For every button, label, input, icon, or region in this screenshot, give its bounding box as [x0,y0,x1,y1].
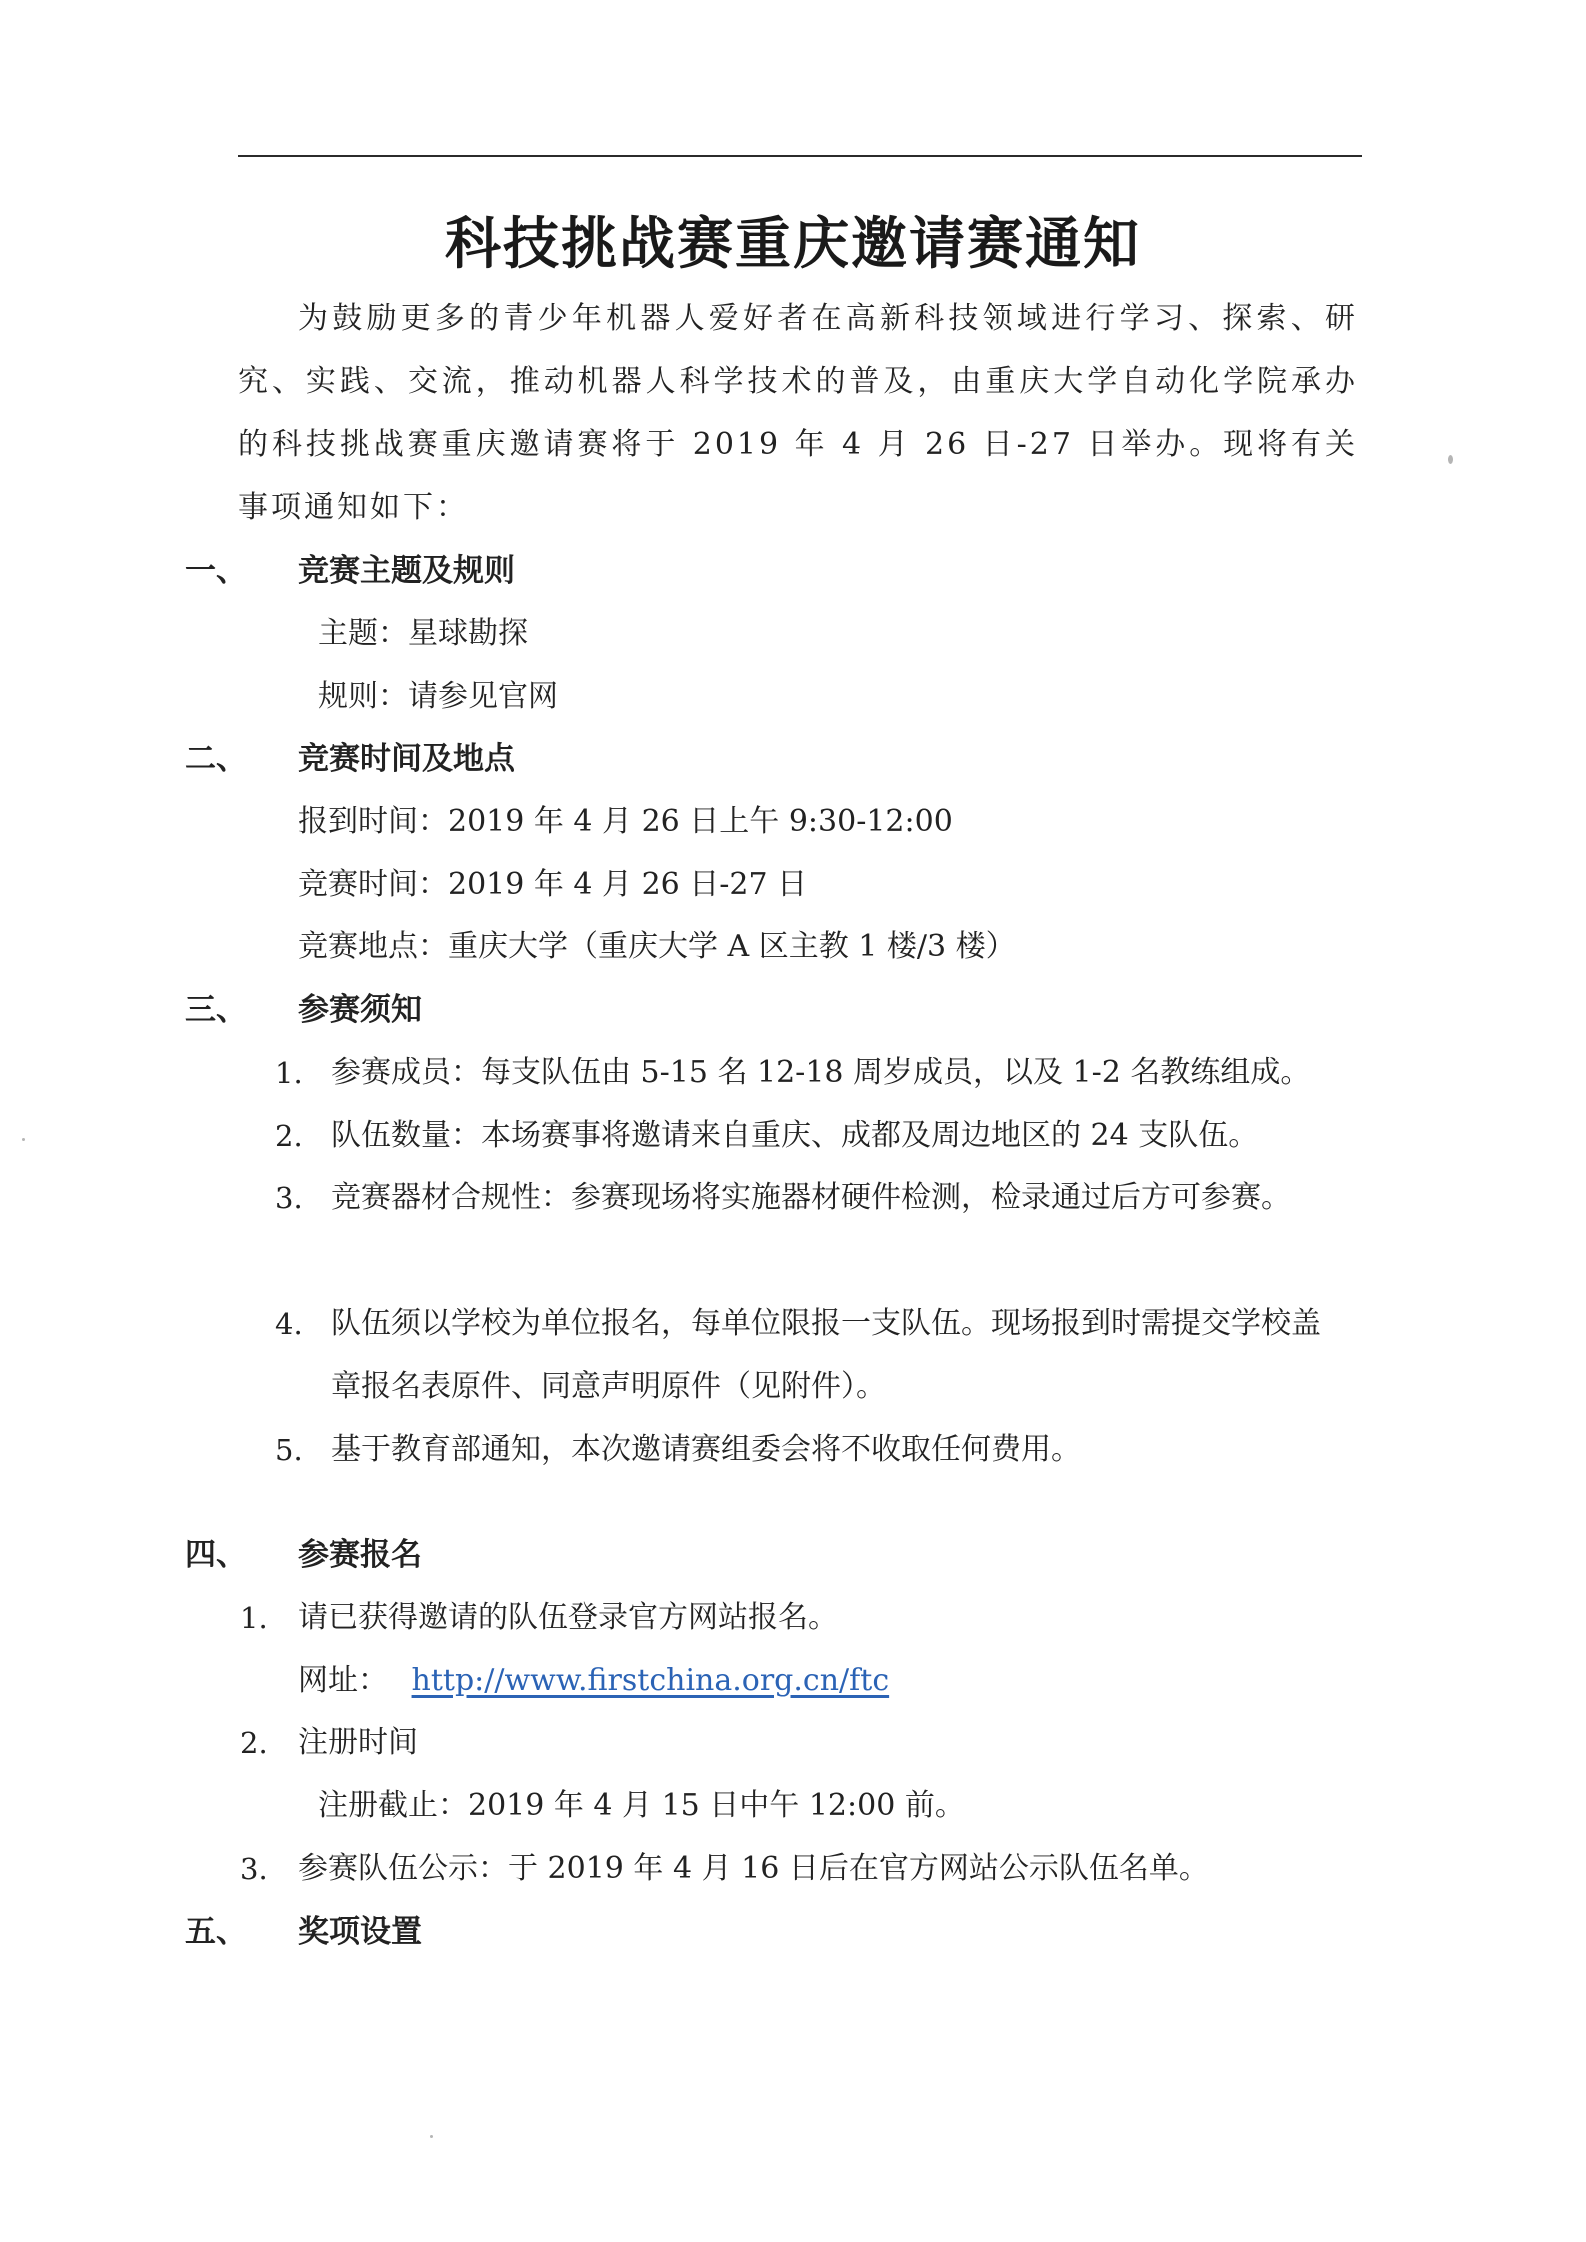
section-3-item-3-number: 3. [275,1181,303,1215]
official-website-link[interactable]: http://www.firstchina.org.cn/ftc [411,1663,890,1698]
section-3-item-2-number: 2. [275,1119,303,1153]
section-3-item-4-text: 队伍须以学校为单位报名，每单位限报一支队伍。现场报到时需提交学校盖章报名表原件、同意声明原件（见附件）。 [331,1306,1321,1404]
section-4-item-2-number: 2. [240,1726,268,1760]
scan-speck [22,1138,25,1141]
section-1-title: 竞赛主题及规则 [298,553,515,589]
section-2-line-time: 竞赛时间：2019 年 4 月 26 日-27 日 [298,867,808,902]
section-3-item-5-number: 5. [275,1433,303,1467]
section-4-title: 参赛报名 [298,1537,422,1573]
section-2-line-venue: 竞赛地点：重庆大学（重庆大学 A 区主教 1 楼/3 楼） [298,929,1016,964]
intro-paragraph: 为鼓励更多的青少年机器人爱好者在高新科技领域进行学习、探索、研究、实践、交流，推动机器人科学技术的普及，由重庆大学自动化学院承办的科技挑战赛重庆邀请赛将于 2019 年 4 月 26 日-27 日举办。现将有关事项通知如下： [238,301,1358,525]
page-title: 科技挑战赛重庆邀请赛通知 [445,212,1141,277]
section-2-title: 竞赛时间及地点 [298,741,515,777]
section-1-line-rules: 规则：请参见官网 [318,679,558,714]
section-4-item-3-text: 参赛队伍公示：于 2019 年 4 月 16 日后在官方网站公示队伍名单。 [298,1851,1209,1886]
section-3-item-1-number: 1. [275,1056,303,1090]
section-2-line-checkin: 报到时间：2019 年 4 月 26 日上午 9:30-12:00 [298,804,953,839]
registration-deadline: 注册截止：2019 年 4 月 15 日中午 12:00 前。 [318,1788,965,1823]
website-row [298,1659,889,1703]
section-3-item-4-number: 4. [275,1307,303,1341]
section-4-item-1-number: 1. [240,1601,268,1635]
website-label: 网址： [298,1663,388,1698]
header-rule [238,155,1362,157]
section-3-item-2-text: 队伍数量：本场赛事将邀请来自重庆、成都及周边地区的 24 支队伍。 [331,1118,1259,1153]
section-2-number: 二、 [185,741,247,777]
scan-speck [1448,455,1453,464]
section-3-item-5-text: 基于教育部通知，本次邀请赛组委会将不收取任何费用。 [331,1432,1081,1467]
scan-speck [430,2135,433,2138]
section-4-item-1-text: 请已获得邀请的队伍登录官方网站报名。 [298,1600,838,1635]
section-3-number: 三、 [185,992,247,1028]
section-3-item-1-text: 参赛成员：每支队伍由 5-15 名 12-18 周岁成员，以及 1-2 名教练组成。 [331,1055,1311,1090]
section-4-number: 四、 [185,1537,247,1573]
section-5-number: 五、 [185,1914,247,1950]
section-5-title: 奖项设置 [298,1914,422,1950]
section-3-item-3-text: 竞赛器材合规性：参赛现场将实施器材硬件检测，检录通过后方可参赛。 [331,1180,1291,1215]
section-1-number: 一、 [185,553,247,589]
section-1-line-theme: 主题：星球勘探 [318,616,528,651]
section-4-item-3-number: 3. [240,1852,268,1886]
section-3-title: 参赛须知 [298,992,422,1028]
section-4-item-2-text: 注册时间 [298,1725,418,1760]
